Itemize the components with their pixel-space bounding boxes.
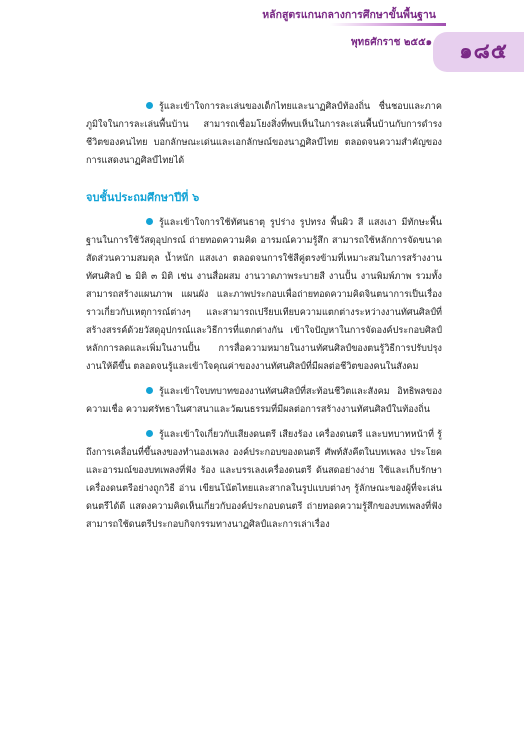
bullet-icon bbox=[146, 387, 153, 394]
page-content bbox=[86, 98, 442, 541]
section-heading: จบชั้นประถมศึกษาปีที่ ๖ bbox=[86, 191, 200, 204]
header-title: หลักสูตรแกนกลางการศึกษาขั้นพื้นฐาน bbox=[262, 9, 436, 21]
header-subtitle: พุทธศักราช ๒๕๕๑ bbox=[350, 37, 432, 48]
paragraph bbox=[86, 426, 442, 534]
bullet-icon bbox=[146, 102, 153, 109]
header-divider bbox=[330, 23, 446, 26]
paragraph-text: รู้และเข้าใจบทบาทของงานทัศนศิลป์ที่สะท้อนชีวิตและสังคม อิทธิพลของความเชื่อ ความศรัทธาในศาสนาและวัฒนธรรมที่มีผลต่อการสร้างงานทัศนศิลป์ในท้องถิ่น bbox=[86, 387, 442, 415]
page-number-tab bbox=[433, 32, 524, 72]
page-number: ๑๘๕ bbox=[459, 39, 508, 63]
paragraph bbox=[86, 214, 442, 376]
bullet-icon bbox=[146, 218, 153, 225]
intro-text: รู้และเข้าใจการละเล่นของเด็กไทยและนาฏศิลป์ท้องถิ่น ชื่นชอบและภาคภูมิใจในการละเล่นพื้นบ้าน สามารถเชื่อมโยงสิ่งที่พบเห็นในการละเล่นพื้นบ้านกับการดำรงชีวิตของคนไทย บอกลักษณะเด่นและเอกลักษณ์ของนาฏศิลป์ไทย ตลอดจนความสำคัญของการแสดงนาฏศิลป์ไทยได้ bbox=[86, 102, 442, 166]
intro-paragraph bbox=[86, 98, 442, 170]
bullet-icon bbox=[146, 430, 153, 437]
page-header bbox=[0, 0, 524, 90]
paragraph-text: รู้และเข้าใจเกี่ยวกับเสียงดนตรี เสียงร้อง เครื่องดนตรี และบทบาทหน้าที่ รู้ถึงการเคลื่อนที่ขึ้นลงของทำนองเพลง องค์ประกอบของดนตรี ศัพท์สังคีตในบทเพลง ประโยคและอารมณ์ของบทเพลงที่ฟัง ร้อง และบรรเลงเครื่องดนตรี ด้นสดอย่างง่าย ใช้และเก็บรักษาเครื่องดนตรีอย่างถูกวิธี อ่าน เขียนโน้ตไทยและสากลในรูปแบบต่างๆ รู้ลักษณะของผู้ที่จะเล่นดนตรีได้ดี แสดงความคิดเห็นเกี่ยวกับองค์ประกอบดนตรี ถ่ายทอดความรู้สึกของบทเพลงที่ฟัง สามารถใช้ดนตรีประกอบกิจกรรมทางนาฏศิลป์และการเล่าเรื่อง bbox=[86, 430, 442, 530]
paragraph-text: รู้และเข้าใจการใช้ทัศนธาตุ รูปร่าง รูปทรง พื้นผิว สี แสงเงา มีทักษะพื้นฐานในการใช้วัสดุอุปกรณ์ ถ่ายทอดความคิด อารมณ์ความรู้สึก สามารถใช้หลักการจัดขนาดสัดส่วนความสมดุล น้ำหนัก แสงเงา ตลอดจนการใช้สีคู่ตรงข้ามที่เหมาะสมในการสร้างงานทัศนศิลป์ ๒ มิติ ๓ มิติ เช่น งานสื่อผสม งานวาดภาพระบายสี งานปั้น งานพิมพ์ภาพ รวมทั้งสามารถสร้างแผนภาพ แผนผัง และภาพประกอบเพื่อถ่ายทอดความคิดจินตนาการเป็นเรื่องราวเกี่ยวกับเหตุการณ์ต่างๆ และสามารถเปรียบเทียบความแตกต่างระหว่างงานทัศนศิลป์ที่สร้างสรรค์ด้วยวัสดุอุปกรณ์และวิธีการที่แตกต่างกัน เข้าใจปัญหาในการจัดองค์ประกอบศิลป์ หลักการลดและเพิ่มในงานปั้น การสื่อความหมายในงานทัศนศิลป์ของตนรู้วิธีการปรับปรุงงานให้ดีขึ้น ตลอดจนรู้และเข้าใจคุณค่าของงานทัศนศิลป์ที่มีผลต่อชีวิตของคนในสังคม bbox=[86, 218, 442, 372]
paragraph bbox=[86, 383, 442, 419]
